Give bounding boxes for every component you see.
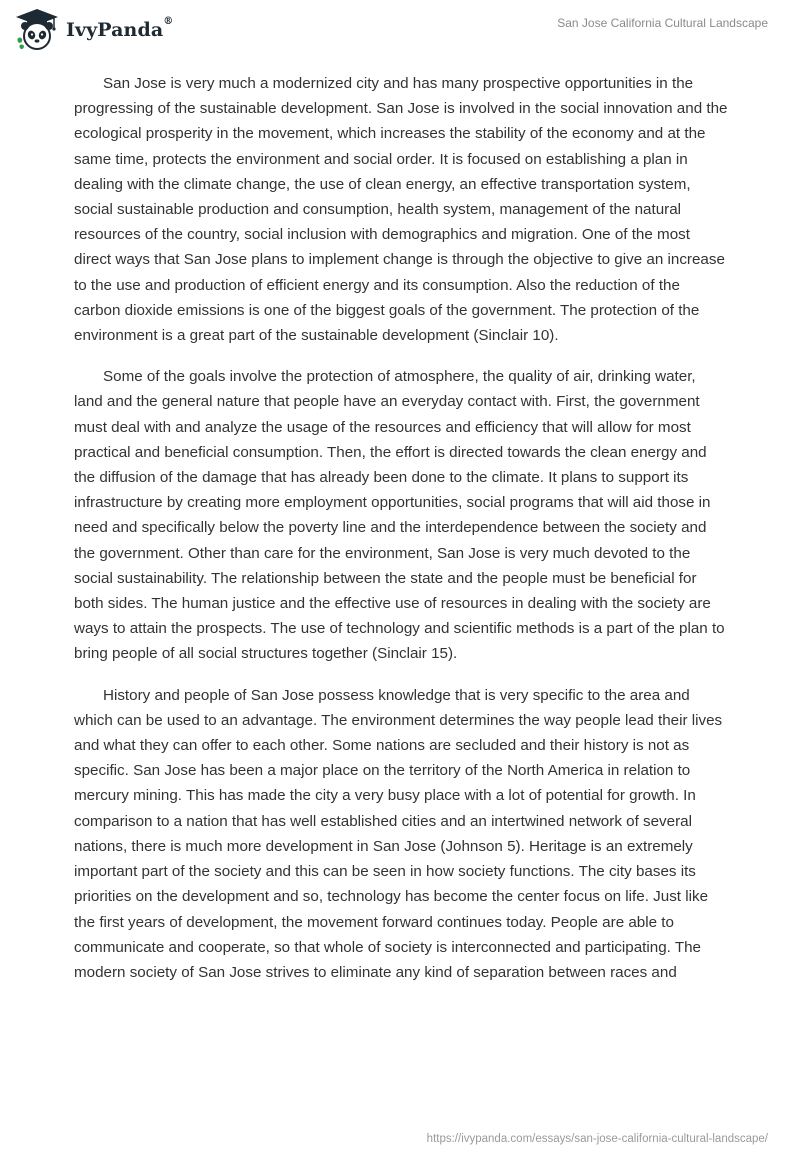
source-url-link[interactable]: https://ivypanda.com/essays/san-jose-california-cultural-landscape/: [426, 1133, 768, 1145]
brand-name: IvyPanda®: [66, 16, 174, 41]
paragraph-3: History and people of San Jose possess knowledge that is very specific to the area and which can be used to an advantage. The environment determines the way people lead their lives and what they can offer to each other. Some nations are secluded and their history is not as specific. San Jose has been a major place on the territory of the North America in relation to mercury mining. This has made the city a very busy place with a lot of potential for growth. In comparison to a nation that has well established cities and an intertwined network of several nations, there is much more development in San Jose (Johnson 5). Heritage is an extremely important part of the society and this can be seen in how society functions. The city bases its priorities on the development and so, technology has become the center focus on life. Just like the first years of development, the movement forward continues today. People are able to communicate and cooperate, so that whole of society is interconnected and participating. The modern society of San Jose strives to eliminate any kind of separation between races and: [74, 686, 723, 981]
paragraph-2: Some of the goals involve the protection of atmosphere, the quality of air, drinking water, land and the general nature that people have an everyday contact with. First, the government must deal with and analyze the usage of the resources and efficiency that will allow for most practical and beneficial consumption. Then, the effort is directed towards the clean energy and the diffusion of the damage that has already been done to the climate. It plans to support its infrastructure by creating more employment opportunities, social programs that will aid those in need and specifically below the poverty line and the interdependence between the society and the government. Other than care for the environment, San Jose is very much devoted to the social sustainability. The relationship between the state and the people must be beneficial for both sides. The human justice and the effective use of resources in dealing with the society are ways to attain the prospects. The use of technology and scientific methods is a part of the plan to bring people of all social structures together (Sinclair 15).: [74, 368, 725, 663]
ivypanda-logo[interactable]: [14, 8, 173, 52]
essay-body: [74, 71, 728, 1001]
registered-mark: ®: [163, 16, 174, 27]
document-title: San Jose California Cultural Landscape: [557, 16, 768, 30]
paragraph-1: San Jose is very much a modernized city and has many prospective opportunities in the progressing of the sustainable development. San Jose is involved in the social innovation and the ecological prosperity in the movement, which increases the stability of the economy and at the same time, protects the environment and social order. It is focused on establishing a plan in dealing with the climate change, the use of clean energy, an effective transportation system, social sustainable production and consumption, health system, management of the natural resources of the country, social inclusion with demographics and migration. One of the most direct ways that San Jose plans to implement change is through the objective to give an increase to the use and production of efficient energy and its consumption. Also the reduction of the carbon dioxide emissions is one of the biggest goals of the government. The protection of the environment is a great part of the sustainable development (Sinclair 10).: [74, 75, 728, 345]
page-header: [0, 0, 800, 60]
panda-graduate-icon: [14, 8, 60, 52]
